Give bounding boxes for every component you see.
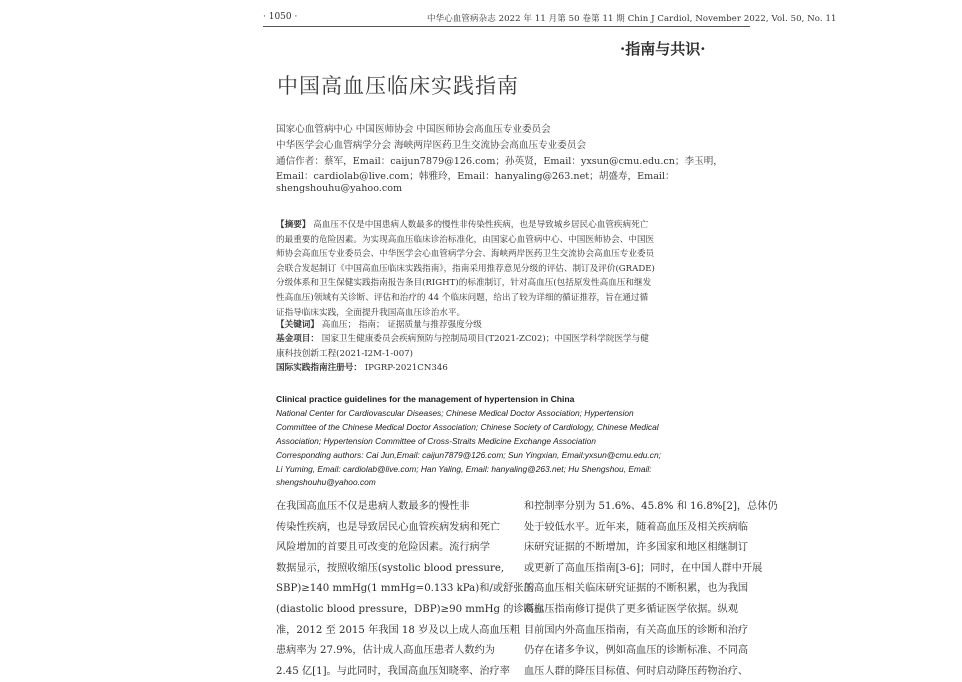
body-line: 床研究证据的不断增加，许多国家和地区相继制订 [524,542,749,554]
keywords [276,318,656,333]
body-line: 风险增加的首要且可改变的危险因素。流行病学 [276,542,490,554]
registry-label: 国际实践指南注册号： [276,363,362,373]
affiliation-line: 中华医学会心血管病学分会 海峡两岸医药卫生交流协会高血压专业委员会 [276,140,587,151]
registry-text: IPGRP-2021CN346 [364,363,448,373]
article-title: 中国高血压临床实践指南 [277,74,519,98]
registry [276,361,656,376]
keywords-label: 【关键词】 [276,320,319,330]
english-title: Clinical practice guidelines for the management of hypertension in China [276,394,575,404]
abstract [276,218,656,320]
body-line: 准，2012 至 2015 年我国 18 岁及以上成人高血压粗 [276,624,521,636]
body-line: 和控制率分别为 51.6%、45.8% 和 16.8%[2]，总体仍 [524,501,778,512]
english-line: Committee of the Chinese Medical Doctor Association; Chinese Society of Cardiology, Chinese Medical [276,421,659,432]
body-line: SBP)≥140 mmHg(1 mmHg=0.133 kPa)和/或舒张压 [276,583,534,595]
section-label: ·指南与共识· [620,40,706,58]
fund-label: 基金项目： [276,334,319,344]
page-number: · 1050 · [263,12,298,22]
english-line: Association; Hypertension Committee of Cross-Straits Medicine Exchange Association [276,435,596,446]
body-line: 处于较低水平。近年来，随着高血压及相关疾病临 [524,521,749,533]
body-line: 的高血压相关临床研究证据的不断积累，也为我国 [524,583,749,595]
body-line: 数据显示，按照收缩压(systolic blood pressure, [276,562,505,574]
body-column-right [524,497,778,682]
english-line: shengshouhu@yahoo.com [276,477,376,488]
body-line: 仍存在诸多争议，例如高血压的诊断标准、不同高 [524,645,749,657]
header-rule [263,26,750,27]
english-line: Li Yuming, Email: cardiolab@live.com; Han Yaling, Email: hanyaling@263.net; Hu Shengshou, Email: [276,463,652,474]
body-line: 高血压指南修订提供了更多循证医学依据。纵观 [524,603,738,615]
body-line: 传染性疾病，也是导致居民心血管疾病发病和死亡 [276,521,501,533]
english-line: Corresponding authors: Cai Jun,Email: caijun7879@126.com; Sun Yingxian, Email:yxsun@cmu.edu.cn; [276,449,661,460]
abstract-text: 高血压不仅是中国患病人数最多的慢性非传染性疾病，也是导致城乡居民心血管疾病死亡的最重要的危险因素。为实现高血压临床诊治标准化，由国家心血管病中心、中国医师协会、中国医师协会高血压专业委员会、中华医学会心血管病学分会、海峡两岸医药卫生交流协会高血压专业委员会联合发起制订《中国高血压临床实践指南》，指南采用推荐意见分级的评估、制订及评价(GRADE)分级体系和卫生保健实践指南报告条目(RIGHT)的标准制订，针对高血压(包括原发性高血压和继发性高血压)领域有关诊断、评估和治疗的 44 个临床问题，给出了较为详细的循证推荐，旨在通过循证指导临床实践，全面提升我国高血压诊治水平。 [276,220,655,318]
body-line: 或更新了高血压指南[3-6]；同时，在中国人群中开展 [524,562,763,574]
body-line: 患病率为 27.9%，估计成人高血压患者人数约为 [276,645,495,657]
journal-header: 中华心血管病杂志 2022 年 11 月第 50 卷第 11 期 Chin J Cardiol, November 2022, Vol. 50, No. 11 [427,14,837,24]
corresponding-authors-line: 通信作者：蔡军，Email：caijun7879@126.com；孙英贤，Email：yxsun@cmu.edu.cn；李玉明， [276,156,723,167]
english-line: National Center for Cardiovascular Diseases; Chinese Medical Doctor Association; Hypertension [276,407,634,418]
body-line: 目前国内外高血压指南，有关高血压的诊断和治疗 [524,624,749,636]
fund [276,332,656,361]
affiliation-line: 国家心血管病中心 中国医师协会 中国医师协会高血压专业委员会 [276,124,551,135]
body-column-left [276,497,544,682]
body-line: 在我国高血压不仅是患病人数最多的慢性非 [276,501,470,512]
body-line: (diastolic blood pressure，DBP)≥90 mmHg 的诊断标 [276,603,545,615]
fund-text: 国家卫生健康委员会疾病预防与控制局项目(T2021-ZC02)；中国医学科学院医学与健康科技创新工程(2021-I2M-1-007) [276,334,649,359]
body-line: 2.45 亿[1]。与此同时，我国高血压知晓率、治疗率 [276,665,510,677]
keywords-text: 高血压； 指南； 证据质量与推荐强度分级 [321,320,482,330]
corresponding-authors-line: Email：cardiolab@live.com；韩雅玲，Email：hanyaling@263.net；胡盛寿，Email： [276,171,675,182]
body-line: 血压人群的降压目标值、何时启动降压药物治疗、 [524,665,749,677]
corresponding-authors-line: shengshouhu@yahoo.com [276,183,403,194]
abstract-label: 【摘要】 [276,220,311,230]
english-abstract [276,393,666,490]
